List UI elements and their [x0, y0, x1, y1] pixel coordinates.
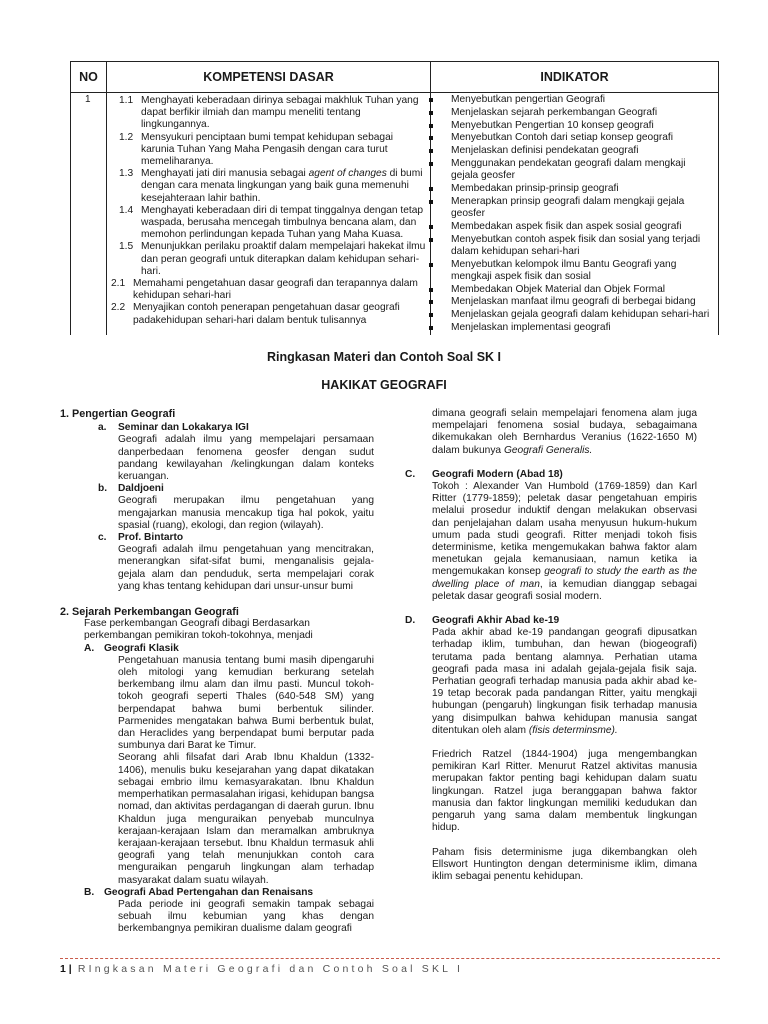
kd-number: 1.4	[119, 204, 134, 216]
page-number: 1 |	[60, 963, 72, 975]
subsection-heading	[84, 887, 374, 899]
kd-item	[119, 205, 426, 242]
subsection-letter: c.	[98, 532, 107, 544]
kd-item	[111, 302, 426, 326]
subsection-title: Geografi Abad Pertengahan dan Renaisans	[104, 886, 314, 898]
subsection-letter: C.	[405, 468, 416, 480]
subsection-heading	[84, 643, 374, 655]
header-no: NO	[71, 62, 107, 93]
paragraph: Fase perkembangan Geografi dibagi Berdasarkan perkembangan pemikiran tokoh-tokohnya, menjadi	[84, 618, 313, 642]
kd-text	[141, 168, 426, 205]
concept-italic: geografi to study the earth as the dwelling place of man	[432, 566, 697, 590]
subsection-letter: b.	[98, 483, 108, 495]
kd-number: 1.3	[119, 168, 134, 180]
indikator-item: Menyebutkan pengertian Geografi	[431, 94, 714, 106]
indikator-item: Menjelaskan manfaat ilmu geografi di berbegai bidang	[431, 296, 714, 308]
subsection-heading	[405, 615, 697, 627]
kd-text: Mensyukuri penciptaan bumi tempat kehidupan sebagai karunia Tuhan Yang Maha Pengasih dengan cara turut memeliharanya.	[141, 131, 394, 168]
indikator-item: Menyebutkan kelompok ilmu Bantu Geografi yang mengkaji aspek fisik dan sosial	[431, 259, 714, 283]
paragraph: Geografi adalah ilmu yang mempelajari persamaan danperbedaan fenomena geosfer dengan sudut pandang kewilayahan /kelingkungan dalam konteks keruangan.	[118, 434, 374, 483]
indikator-item: Menjelaskan definisi pendekatan geografi	[431, 145, 714, 157]
term-italic: (fisis determinsme).	[528, 724, 618, 736]
chapter-title: HAKIKAT GEOGRAFI	[321, 378, 447, 392]
kd-number: 1.1	[119, 95, 134, 106]
kd-text-italic: agent of changes	[308, 168, 387, 180]
indikator-item: Menggunakan pendekatan geografi dalam mengkaji gejala geosfer	[431, 158, 714, 182]
indikator-item: Menyebutkan Contoh dari setiap konsep geografi	[431, 132, 714, 144]
page-footer	[60, 958, 720, 975]
indikator-item: Menjelaskan gejala geografi dalam kehidupan sehari-hari	[431, 309, 714, 321]
summary-title: Ringkasan Materi dan Contoh Soal SK I	[266, 350, 502, 364]
kd-text: Menunjukkan perilaku proaktif dalam mempelajari hakekat ilmu dan peran geografi untuk diterapkan dalam kehidupan sehari-hari.	[141, 241, 426, 277]
text-run: Pada akhir abad ke-19 pandangan geografi dipusatkan terhadap iklim, tumbuhan, dan hewan (biogeografi) terutama pada bentang alamnya. Perhatian utama geografi pada masa ini adalah gejala-gejala fisik saja. Perhatian geografi terhadap manusia pada akhir abad ke-19 tetap becorak pada pandangan Ritter, yaitu mengkaji hubungan (pengaruh) lingkungan fisik terhadap manusia yang disimpulkan bahwa kehidupan manusia sangat ditentukan oleh alam	[432, 627, 697, 736]
paragraph: Geografi merupakan ilmu pengetahuan yang mengajarkan manusia mencakup tiga hal pokok, yaitu spasial (ruang), ekologi, dan region (wilayah).	[118, 495, 374, 531]
subsection-title: Geografi Modern (Abad 18)	[432, 468, 563, 480]
subsection-heading	[98, 422, 374, 434]
subsection-letter: D.	[405, 615, 416, 627]
paragraph	[432, 627, 697, 737]
kd-text: Menghayati keberadaan diri di tempat tinggalnya dengan tetap waspada, berusaha mencegah timbulnya bencana alam, dan memohon perlindungan kepada Tuhan yang Maha Kuasa.	[141, 204, 424, 241]
kd-item	[119, 241, 426, 278]
subsection-letter: a.	[98, 422, 107, 434]
kd-text-part: Menghayati jati diri manusia sebagai	[141, 168, 309, 180]
indikator-item: Menerapkan prinsip geografi dalam mengkaji gejala geosfer	[431, 196, 714, 220]
subsection-letter: B.	[84, 886, 95, 898]
kd-number: 1.5	[119, 241, 134, 253]
paragraph: Pada periode ini geografi semakin tampak sebagai sebuah ilmu kebumian yang khas dengan berkembangnya pemikiran dualisme dalam geografi	[118, 898, 374, 935]
book-title-italic: Geografi Generalis.	[503, 444, 593, 456]
header-indikator: INDIKATOR	[431, 62, 719, 93]
paragraph: Friedrich Ratzel (1844-1904) juga mengembangkan pemikiran Karl Ritter. Menurut Ratzel aktivitas manusia merupakan faktor penting bagi kehidupan dalam suatu lingkungan. Ratzel juga beranggapan bahwa faktor manusia dan faktor lingkungan memiliki kedudukan dan pengaruh yang sama dalam membentuk lingkungan hidup.	[432, 749, 697, 834]
subsection-title: Seminar dan Lokakarya IGI	[118, 422, 249, 434]
text-run: Tokoh : Alexander Van Humbold (1769-1859) dan Karl Ritter (1779-1859); peletak dasar pengetahuan empiris melalui prosedur induktif dengan melakukan observasi dan penjelajahan dalam usaha menyusun hukum-hukum umum pada studi geografi. Ritter menjadi tokoh fisis determinisme, ketika mengemukakan bahwa faktor alam menetukan gejala kemanusiaan, namun ketika ia mengemukakan konsep	[432, 481, 697, 578]
kd-text: Memahami pengetahuan dasar geografi dan terapannya dalam kehidupan sehari-hari	[133, 278, 418, 302]
kd-item	[111, 278, 426, 302]
indikator-item: Menyebutkan Pengertian 10 konsep geografi	[431, 120, 714, 132]
header-kompetensi-dasar: KOMPETENSI DASAR	[107, 62, 431, 93]
indikator-item: Menjelaskan implementasi geografi	[431, 322, 714, 334]
subsection-heading	[98, 483, 374, 495]
right-column	[405, 408, 697, 883]
indikator-item: Membedakan prinsip-prinsip geografi	[431, 183, 714, 195]
kd-text: Menyajikan contoh penerapan pengetahuan dasar geografi padakehidupan sehari-hari dalam bentuk tulisannya	[133, 302, 400, 326]
paragraph: Geografi adalah ilmu pengetahuan yang mencitrakan, menerangkan sifat-sifat bumi, menganalisis gejala-gejala alam dan penduduk, serta mempelajari corak yang khas tentang kehidupan dari unsur-unsur bumi	[118, 544, 374, 592]
indikator-item: Menjelaskan sejarah perkembangan Geografi	[431, 107, 714, 119]
subsection-title: Prof. Bintarto	[118, 532, 184, 544]
subsection-title: Daldjoeni	[118, 483, 164, 495]
subsection-title: Geografi Klasik	[104, 642, 179, 654]
paragraph: Pengetahuan manusia tentang bumi masih dipengaruhi oleh mitologi yang kemudian berkurang setelah berkembang ilmu alam dan ilmu pasti. Muncul tokoh-tokoh geografi seperti Thales (640-548 SM) yang berpendapat bahwa bumi berbentuk silinder. Parmenides mengatakan bahwa Bumi berbentuk bulat, dan Heraclides yang berpendapat bumi berputar pada sumbunya dari Barat ke Timur.	[118, 654, 374, 752]
kd-number: 2.1	[111, 278, 126, 290]
subsection-letter: A.	[84, 642, 95, 654]
footer-text: RIngkasan Materi Geografi dan Contoh Soal SKL I	[77, 963, 464, 975]
indikator-item: Menyebutkan contoh aspek fisik dan sosial yang terjadi dalam kehidupan sehari-hari	[431, 234, 714, 258]
paragraph	[432, 408, 697, 457]
indikator-cell	[431, 93, 719, 335]
kd-number: 1.2	[119, 131, 134, 143]
row-number: 1	[71, 93, 107, 335]
subsection-heading	[405, 469, 697, 481]
indikator-item: Membedakan Objek Material dan Objek Formal	[431, 284, 714, 296]
kompetensi-table	[70, 61, 719, 335]
subsection-heading	[98, 532, 374, 544]
text-run: dimana geografi selain mempelajari fenomena alam juga mempelajari fenomena sosial budaya, sebagaimana dikemukakan oleh Bernhardus Veranius (1622-1650 M) dalam bukunya	[432, 408, 697, 456]
paragraph	[432, 481, 697, 603]
indikator-list	[431, 94, 714, 334]
paragraph: Paham fisis determinisme juga dikembangkan oleh Ellswort Huntington dengan determinisme iklim, dimana iklim sebagai penentu kehidupan.	[432, 846, 697, 882]
text-run: , ia kemudian dianggap sebagai peletak dasar geografi sosial modern.	[432, 578, 697, 602]
kd-number: 2.2	[111, 302, 126, 314]
indikator-item: Membedakan aspek fisik dan aspek sosial geografi	[431, 221, 714, 233]
subsection-title: Geografi Akhir Abad ke-19	[432, 615, 560, 627]
kd-item	[119, 168, 426, 205]
left-column	[60, 408, 374, 936]
kd-item	[119, 95, 426, 132]
kompetensi-cell	[107, 93, 431, 335]
section-heading: 1. Pengertian Geografi	[60, 408, 176, 420]
paragraph: Seorang ahli filsafat dari Arab Ibnu Khaldun (1332-1406), menulis buku kesejarahan yang dapat dikatakan sebagai embrio ilmu kemasyarakatan. Ibnu Khaldun memperhatikan permasalahan irigasi, kehidupan bangsa nomad, dan aktivitas perdagangan di daerah gurun. Ibnu Khaldun juga menguraikan penyebab munculnya kerajaan-kerajaan Islam dan meramalkan ambruknya kerajaan-kerajaan tersebut. Ibnu Khaldun termasuk ahli geografi yang telah menunjukkan contoh cara menguraikan pengaruh lingkungan alam terhadap masyarakat dalam suatu wilayah.	[118, 752, 375, 886]
kd-item	[119, 132, 426, 169]
kd-text: Menghayati keberadaan dirinya sebagai makhluk Tuhan yang dapat berfikir ilmiah dan mampu meneliti tentang lingkungannya.	[141, 95, 419, 131]
section-heading: 2. Sejarah Perkembangan Geografi	[60, 606, 239, 619]
kd-text-part: di bumi dengan cara menata lingkungan yang baik guna memenuhi kesejahteraan lahir bathin.	[141, 168, 423, 204]
